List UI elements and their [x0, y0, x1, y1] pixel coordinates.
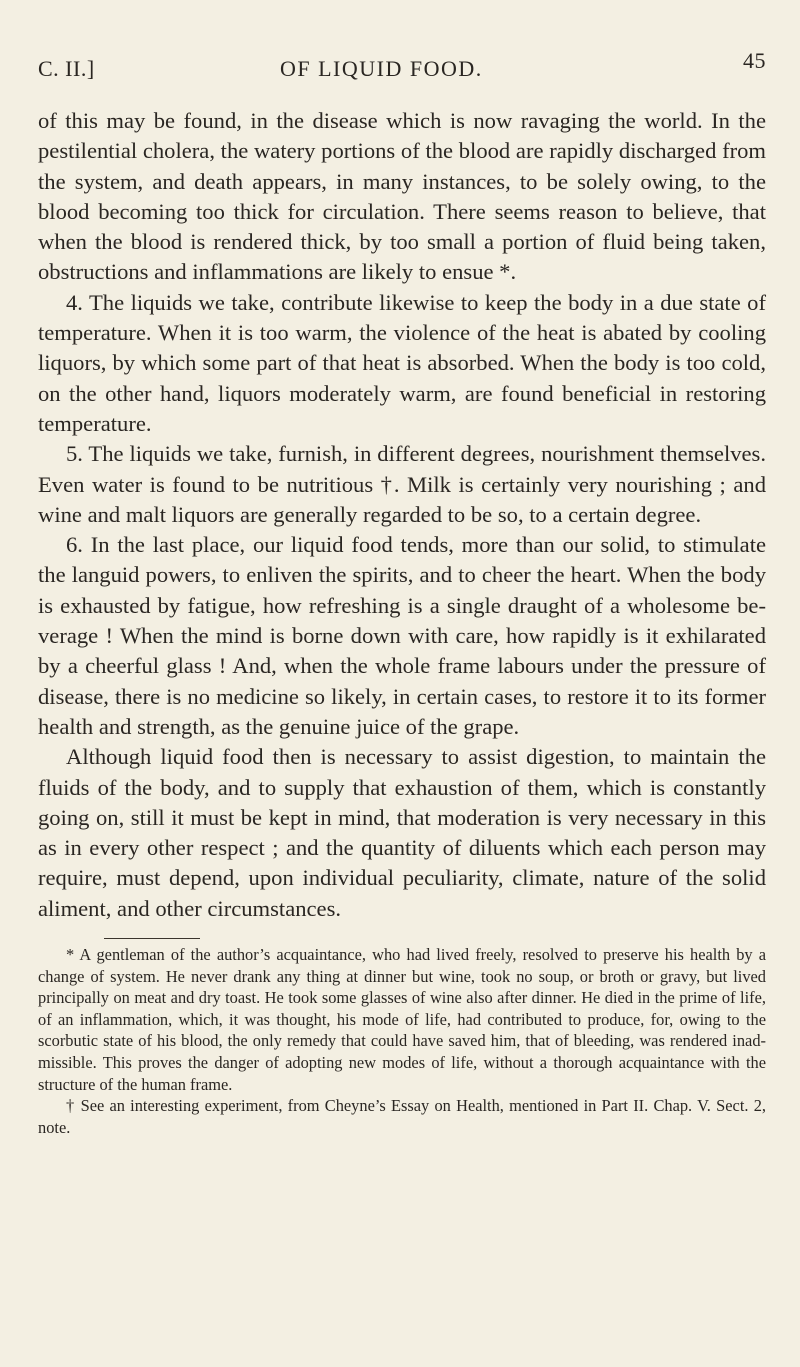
- footnotes: [38, 944, 766, 1138]
- running-title: OF LIQUID FOOD.: [280, 56, 483, 81]
- paragraph-moderation: Although liquid food then is necessary to assist digestion, to maintain the fluids of the body, and to supply that exhaustion of them, which is constantly going on, still it must be kept in mind, that moderation is very necessary in this as in every other respect ; and the quantity of diluents which each person may require, must depend, upon individual peculiarity, climate, nature of the solid aliment, and other circumstances.: [38, 744, 766, 921]
- book-page: [38, 48, 766, 1138]
- paragraph-nourishment: 5. The liquids we take, furnish, in different degrees, nourishment themselves. Even water is found to be nutritious †. Milk is certainly very nourishing ; and wine and malt liquors are generally regarded to be so, to a certain degree.: [38, 441, 766, 527]
- paragraph-stimulation: 6. In the last place, our liquid food tends, more than our solid, to stimulate the languid powers, to enliven the spirits, and to cheer the heart. When the body is exhausted by fatigue, how refreshing is a single draught of a wholesome beverage ! When the mind is borne down with care, how rapidly is it exhilarated by a cheerful glass ! And, when the whole frame labours under the pressure of disease, there is no medicine so likely, in certain cases, to restore it to its former health and strength, as the genuine juice of the grape.: [38, 532, 766, 739]
- main-text: [38, 106, 766, 924]
- paragraph-continuation: of this may be found, in the disease which is now ravaging the world. In the pestilential cholera, the watery portions of the blood are rapidly discharged from the system, and death appears, in many instances, to be solely owing, to the blood becoming too thick for circulation. There seems reason to believe, that when the blood is rendered thick, by too small a portion of fluid being taken, obstructions and inflammations are likely to ensue *.: [38, 108, 766, 285]
- footnote-asterisk: * A gentleman of the author’s acquaintance, who had lived freely, resolved to preserve his health by a change of system. He never drank any thing at dinner but wine, took no soup, or broth or gravy, but lived principally on meat and dry toast. He took some glasses of wine also after dinner. He died in the prime of life, of an inflammation, which, it was thought, his mode of life, had contributed to produce, for, owing to the scorbutic state of his blood, the only remedy that could have saved him, that of bleeding, was rendered inadmissible. This proves the danger of adopting new modes of life, without a thorough acquaintance with the structure of the human frame.: [38, 945, 766, 1094]
- paragraph-temperature: 4. The liquids we take, contribute likewise to keep the body in a due state of temperature. When it is too warm, the violence of the heat is abated by cooling liquors, by which some part of that heat is absorbed. When the body is too cold, on the other hand, liquors moderately warm, are found beneficial in restoring temperature.: [38, 289, 766, 436]
- footnote-dagger: † See an interesting experiment, from Cheyne’s Essay on Health, mentioned in Part II. Chap. V. Sect. 2, note.: [38, 1096, 766, 1137]
- page-number: 45: [743, 48, 766, 73]
- footnote-rule: [104, 938, 200, 939]
- chapter-reference: C. II.]: [38, 56, 95, 81]
- page-header: [38, 48, 766, 88]
